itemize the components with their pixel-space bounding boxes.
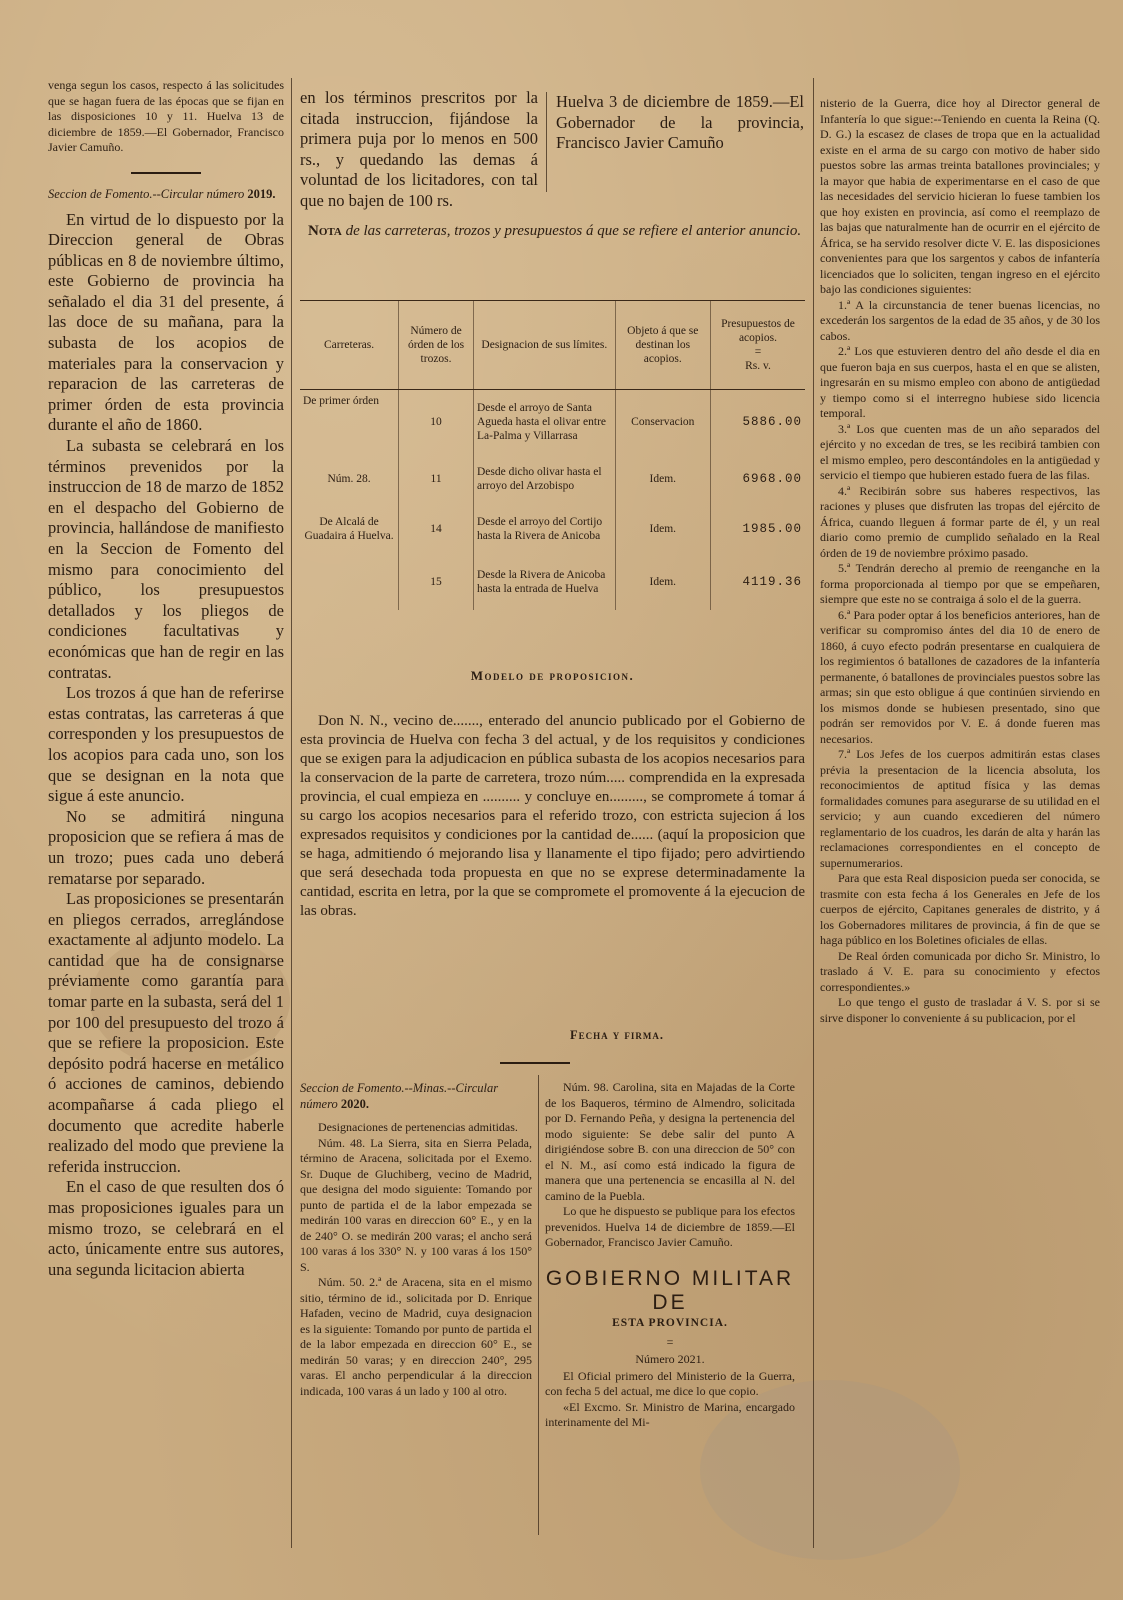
col4-paragraph: Lo que tengo el gusto de trasladar á V. S. por si se sirve disponer lo conveniente á su publicacion, por el: [820, 995, 1100, 1025]
road-cell: [300, 504, 399, 554]
table-row: [300, 454, 805, 504]
column-three-bottom: [545, 1080, 795, 1431]
table-header: Número de órden de los trozos.: [399, 301, 474, 390]
minas-paragraph: Núm. 50. 2.ª de Aracena, sita en el mismo sitio, término de id., solicitada por D. Enrique Hafaden, vecino de Madrid, cuya designacion es la siguiente: Tomando por punto de partida el de la labor empezada en direccion 60° E., se medirán 50 varas; y en direccion 240°, 295 varas. El ancho perpendicular á la direccion indicada, 100 varas á un lado y 100 al otro.: [300, 1275, 532, 1398]
col4-paragraph: 2.ª Los que estuvieren dentro del año desde el dia en que fueron baja en sus cuerpos, hasta el en que se alisten, ingresarán en su mismo empleo con abono de antigüedad y tiempo como si el interregno hubiese sido licencia temporal.: [820, 344, 1100, 420]
col4-paragraph: 3.ª Los que cuenten mas de un año separados del ejército y no excedan de tres, se les recibirá tambien con el mismo empleo, pero descontándoles en la antigüedad y servicio el tiempo que hubieren estado fuera de las filas.: [820, 421, 1100, 482]
modelo-paragraph: Don N. N., vecino de......., enterado del anuncio publicado por el Gobierno de esta provincia de Huelva con fecha 3 del actual, y de los requisitos y condiciones que se exigen para la adjudicacion en pública subasta de los acopios necesarios para la conservacion de la parte de carretera, trozo núm..... comprendida en la expresada provincia, el cual empieza en .......... y concluye en........., se compromete á tomar á su cargo los acopios necesarios para el referido trozo, con estricta sujecion á los expresados requisitos y condiciones por la cantidad de...... (aquí la proposicion que se haga, admitiendo ó mejorando lisa y llanamente el tipo fijado; pero advirtiendo que será desechada toda propuesta en que no se exprese determinadamente la cantidad, escrita en letra, por la que se compromete el promovente á la ejecucion de las obras.: [300, 713, 805, 919]
presupuestos-table: [300, 300, 805, 610]
col1-paragraph: Las proposiciones se presentarán en pliegos cerrados, arreglándose exactamente al adjunto modelo. La cantidad que ha de consignarse préviamente como garantía para tomar parte en la subasta, será del 1 por 100 del presupuesto del trozo á que se refiere la proposicion. Este depósito podrá hacerse en metálico ó acciones de caminos, debiendo acompañarse á cada pliego el documento que acredite haberle realizado del modo que previene la referida instruccion.: [48, 889, 284, 1176]
trozo-object: Idem.: [615, 504, 710, 554]
road-cell: [300, 554, 399, 610]
table-row: [300, 504, 805, 554]
modelo-body: [300, 712, 805, 921]
trozo-number: 10: [399, 390, 474, 454]
table-header: [710, 301, 805, 390]
table-header: Objeto á que se destinan los acopios.: [615, 301, 710, 390]
trozo-number: 11: [399, 454, 474, 504]
minas-column: [300, 1080, 532, 1399]
trozo-object: Idem.: [615, 454, 710, 504]
col4-paragraph: 4.ª Recibirán sobre sus haberes respectivos, las raciones y pluses que disfruten las tropas del ejército de África, cuando lleguen á formar parte de él, y un real diario como premio de cumplido señalado en la Real órden de 19 de noviembre próximo pasado.: [820, 483, 1100, 560]
column-two-top: [300, 88, 538, 212]
col4-paragraph: De Real órden comunicada por dicho Sr. Ministro, lo traslado á V. E. para su conocimiento y efectos correspondientes.»: [820, 948, 1100, 994]
table-header: Designacion de sus límites.: [474, 301, 616, 390]
section-separator: [500, 1062, 570, 1064]
trozo-number: 15: [399, 554, 474, 610]
road-name: De Alcalá de Guadaira á Huelva.: [304, 515, 394, 542]
trozo-amount: 4119.36: [710, 554, 805, 610]
minas-paragraph: Núm. 98. Carolina, sita en Majadas de la Corte de los Baqueros, término de Almendro, solicitada por D. Fernando Peña, y designa la pertenencia del modo siguiente: Se debe salir del punto A dirigiéndose sobre B. con una direccion de 50° con el N. M., así como está indicado la figura de manera que una pertenencia se encasilla al N. del camino de la Puebla.: [545, 1080, 795, 1203]
trozo-limits: Desde la Rivera de Anicoba hasta la entrada de Huelva: [474, 554, 616, 610]
col4-paragraph: 5.ª Tendrán derecho al premio de reenganche en la forma proporcionada al tiempo por que se empeñaren, siempre que este no se contraiga á solo el de la guerra.: [820, 561, 1100, 606]
table-header: Carreteras.: [300, 301, 399, 390]
trozo-limits: Desde dicho olivar hasta el arroyo del Arzobispo: [474, 454, 616, 504]
column-three-top: [556, 92, 804, 154]
col4-paragraph: 1.ª A la circunstancia de tener buenas licencias, no excederán los sargentos de la edad de 35 años, y de 30 los cabos.: [820, 297, 1100, 343]
trozo-limits: Desde el arroyo del Cortijo hasta la Rivera de Anicoba: [474, 504, 616, 554]
column-four: [820, 96, 1100, 1556]
col4-paragraph: nisterio de la Guerra, dice hoy al Director general de Infantería lo que sigue:--Teniendo en cuenta la Reina (Q. D. G.) la escasez de clases de tropa que en la actualidad existe en el arma de su cargo con motivo de haber sido puestos sobre las armas treinta batallones provinciales; y la mayor que habia de experimentarse en el caso de que las necesidades del servicio hicieran lo fuese tambien los que hoy existen en provincia, así como el reemplazo de las bajas que naturalmente han de ocurrir en el ejército de África, se ha servido resolver dicte V. E. las disposiciones convenientes para que los sargentos y cabos de infantería licenciados que lo soliciten, tengan ingreso en el ejército bajo las condiciones siguientes:: [820, 96, 1100, 296]
trozo-object: Conservacion: [615, 390, 710, 454]
column-rule: [291, 78, 292, 1548]
gobierno-paragraph: «El Excmo. Sr. Ministro de Marina, encargado interinamente del Mi-: [545, 1399, 795, 1429]
table-header-text: =: [754, 346, 762, 358]
minas-intro: Designaciones de pertenencias admitidas.: [318, 1120, 518, 1134]
minas-closing: Lo que he dispuesto se publique para los efectos prevenidos. Huelva 14 de diciembre de 1859.—El Gobernador, Francisco Javier Camuño.: [545, 1204, 795, 1249]
minas-paragraph: Núm. 48. La Sierra, sita en Sierra Pelada, término de Aracena, solicitada por el Exemo. Sr. Duque de Gluchiberg, vecino de Madrid, que designa del modo siguiente: Tomando por punto de partida el de la labor empezada se medirán 100 varas en direccion 60° E., y en la de 240° O. se medirán 200 varas; el ancho será 100 varas á los 330° N. y 100 varas á los 150° S.: [300, 1135, 532, 1274]
column-rule: [546, 92, 547, 192]
modelo-heading: Modelo de proposicion.: [470, 668, 635, 683]
road-cell: [300, 390, 399, 454]
table-row: [300, 554, 805, 610]
fecha-firma: Fecha y firma.: [570, 1028, 665, 1042]
section-separator: [131, 172, 201, 174]
col4-paragraph: 6.ª Para poder optar á los beneficios anteriores, han de verificar su compromiso ántes del dia 10 de enero de 1860, á cuyo efecto podrán presentarse en cualquiera de los regimientos ó batallones de cazadores de la infantería permanente, ó batallones de provinciales puestos sobre las armas; sin que esto obligue á que continúen sirviendo en los mismos donde se hubiesen presentado, sino que podrán ser removidos por V. E. á donde fueren mas necesarios.: [820, 607, 1100, 746]
col1-top-text: venga segun los casos, respecto á las solicitudes que se hagan fuera de las épocas que se fijan en las disposiciones 10 y 11. Huelva 13 de diciembre de 1859.—El Gobernador, Francisco Javier Camuño.: [48, 78, 284, 154]
col1-paragraph: Los trozos á que han de referirse estas contratas, las carreteras á que corresponden y los presupuestos de los acopios para cada uno, son los que se designan en la nota que sigue á este anuncio.: [48, 683, 284, 806]
road-number: Núm. 28.: [327, 472, 371, 485]
column-rule: [538, 1075, 539, 1535]
table-header-text: Rs. v.: [745, 360, 771, 372]
gobierno-militar-title: GOBIERNO MILITAR DE: [545, 1266, 795, 1314]
gobierno-paragraph: El Oficial primero del Ministerio de la Guerra, con fecha 5 del actual, me dice lo que copio.: [545, 1368, 795, 1398]
table-header-row: [300, 301, 805, 390]
trozo-amount: 6968.00: [710, 454, 805, 504]
gobierno-number: Número 2021.: [635, 1351, 705, 1366]
trozo-number: 14: [399, 504, 474, 554]
road-cell: [300, 454, 399, 504]
gobierno-militar-subtitle: ESTA PROVINCIA.: [612, 1316, 728, 1329]
col4-paragraph: 7.ª Los Jefes de los cuerpos admitirán estas clases prévia la presentacion de la licencia absoluta, los reconocimientos de aptitud física y las demas formalidades comunes para asegurarse de su utilidad en el servicio; y aun cuando excedieren del número reglamentario de los cuadros, les darán de alta y harán las reclamaciones correspondientes en el concepto de supernumerarios.: [820, 747, 1100, 870]
table-row: [300, 390, 805, 454]
road-class: De primer órden: [303, 395, 379, 407]
table-header-text: Presupuestos de acopios.: [721, 318, 795, 344]
column-one: [48, 78, 284, 1538]
fomento-section-heading: Seccion de Fomento.--Circular número 2019.: [48, 186, 276, 201]
minas-section-heading: Seccion de Fomento.--Minas.--Circular número 2020.: [300, 1081, 499, 1111]
col1-paragraph: No se admitirá ninguna proposicion que se refiera á mas de un trozo; pues cada uno deberá rematarse por separado.: [48, 806, 284, 888]
col1-paragraph: En virtud de lo dispuesto por la Direccion general de Obras públicas en 8 de noviembre último, este Gobierno de provincia ha señalado el dia 31 del presente, á las doce de su mañana, para la subasta de los acopios de materiales para la conservacion y reparacion de las carreteras de primer órden de esta provincia durante el año de 1860.: [48, 209, 284, 435]
trozo-amount: 1985.00: [710, 504, 805, 554]
column-rule: [813, 78, 814, 1548]
col3-top-text: Huelva 3 de diciembre de 1859.—El Gobernador de la provincia, Francisco Javier Camuño: [556, 92, 804, 153]
trozo-amount: 5886.00: [710, 390, 805, 454]
col1-paragraph: En el caso de que resulten dos ó mas proposiciones iguales para un mismo trozo, se celebrará en el acto, únicamente entre sus autores, una segunda licitacion abierta: [48, 1177, 284, 1279]
col2-top-text: en los términos prescritos por la citada instruccion, fijándose la primera puja por lo menos en 500 rs., y quedando las demas á voluntad de los licitadores, con tal que no bajen de 100 rs.: [300, 88, 538, 210]
nota-heading: Nota de las carreteras, trozos y presupuestos á que se refiere el anterior anuncio.: [308, 223, 802, 239]
trozo-object: Idem.: [615, 554, 710, 610]
double-rule: =: [666, 1334, 674, 1349]
col1-paragraph: La subasta se celebrará en los términos prevenidos por la instruccion de 18 de marzo de 1852 en el despacho del Gobierno de provincia, hallándose de manifiesto en la Seccion de Fomento del mismo para conocimiento del público, los presupuestos detallados y los pliegos de condiciones facultativas y económicas que han de regir en las contratas.: [48, 436, 284, 682]
trozo-limits: Desde el arroyo de Santa Agueda hasta el olivar entre La-Palma y Villarrasa: [474, 390, 616, 454]
col4-paragraph: Para que esta Real disposicion pueda ser conocida, se trasmite con esta fecha á los Generales en Jefe de los cuerpos de ejército, Capitanes generales de distrito, y á los Gobernadores militares de provincia, á fin de que se haga público en los Boletines oficiales de ellas.: [820, 871, 1100, 947]
